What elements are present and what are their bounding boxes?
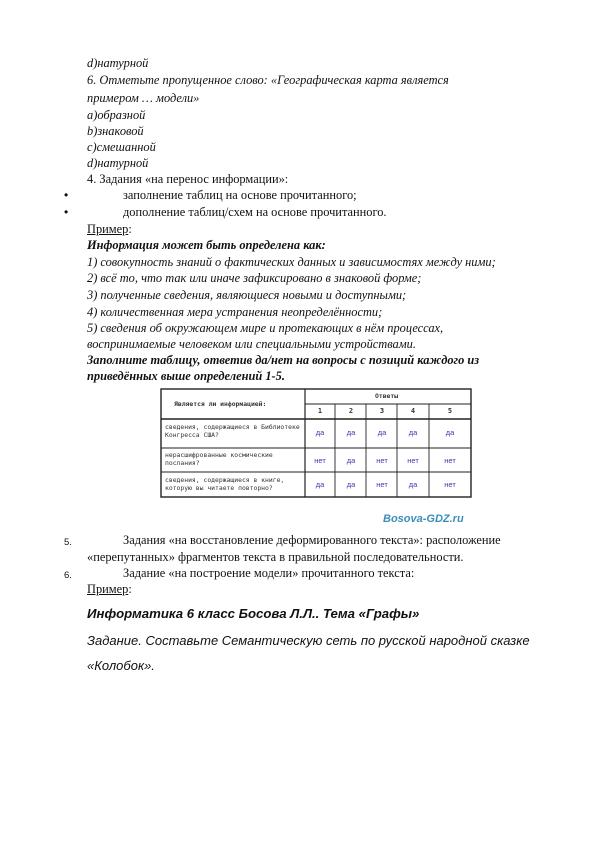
task-6-text: Задание «на построение модели» прочитанного текста: <box>123 566 415 580</box>
table-header-answers: Ответы <box>375 392 399 400</box>
answer-cell: да <box>408 428 418 437</box>
option-d-natural: d)натурной <box>87 56 149 70</box>
answer-cell: нет <box>407 456 419 465</box>
assignment-text-cont: «Колобок». <box>87 658 155 673</box>
col-number-4: 4 <box>410 407 416 415</box>
answer-cell: нет <box>376 480 388 489</box>
table-row-question-cont: которую вы читаете повторно? <box>165 484 273 492</box>
task-5-text-cont: «перепутанных» фрагментов текста в правильной последовательности. <box>87 550 464 564</box>
watermark: Bosova-GDZ.ru <box>383 513 464 525</box>
answer-cell: нет <box>314 456 326 465</box>
answers-table <box>160 388 472 498</box>
bullet-marker: • <box>64 205 69 219</box>
definition-heading: Информация может быть определена как: <box>87 238 326 252</box>
table-row-question-cont: Конгресса США? <box>165 431 219 439</box>
question-6-text: 6. Отметьте пропущенное слово: «Географическая карта является <box>87 73 449 87</box>
answer-cell: да <box>346 456 356 465</box>
table-row-question: сведения, содержащиеся в книге, <box>165 476 285 484</box>
task-4-heading: 4. Задания «на перенос информации»: <box>87 172 289 186</box>
option-d: d)натурной <box>87 156 149 170</box>
definition-5: 5) сведения об окружающем мире и протекающих в нём процессах, <box>87 321 444 335</box>
answer-cell: да <box>445 428 455 437</box>
bullet-item-2: дополнение таблиц/схем на основе прочитанного. <box>123 205 387 219</box>
answer-cell: да <box>346 480 356 489</box>
example-title: Информатика 6 класс Босова Л.Л.. Тема «Графы» <box>87 606 420 621</box>
answer-cell: да <box>377 428 387 437</box>
definition-1: 1) совокупность знаний о фактических данных и зависимостях между ними; <box>87 255 496 269</box>
definition-5-cont: воспринимаемые человеком или специальными устройствами. <box>87 337 416 351</box>
table-instruction-cont: приведённых выше определений 1-5. <box>87 369 285 383</box>
definition-2: 2) всё то, что так или иначе зафиксировано в знаковой форме; <box>87 271 422 285</box>
task-5-text: Задания «на восстановление деформированного текста»: расположение <box>123 533 501 547</box>
answer-cell: да <box>346 428 356 437</box>
answer-cell: да <box>315 480 325 489</box>
answer-cell: нет <box>444 456 456 465</box>
col-number-1: 1 <box>317 407 323 415</box>
assignment-text: Задание. Составьте Семантическую сеть по русской народной сказке <box>87 633 530 648</box>
example-label: Пример: <box>87 222 132 236</box>
table-header-question: Является ли информацией: <box>174 400 267 408</box>
bullet-marker: • <box>64 188 69 202</box>
table-row-question: нерасшифрованные космические <box>165 451 273 459</box>
table-row-question-cont: послания? <box>165 459 200 467</box>
answer-cell: да <box>315 428 325 437</box>
option-b: b)знаковой <box>87 124 144 138</box>
bullet-item-1: заполнение таблиц на основе прочитанного; <box>123 188 357 202</box>
definition-3: 3) полученные сведения, являющиеся новыми и доступными; <box>87 288 407 302</box>
list-number-6: 6. <box>64 570 72 581</box>
option-a: a)образной <box>87 108 146 122</box>
answer-cell: нет <box>376 456 388 465</box>
example-label-2: Пример: <box>87 582 132 596</box>
answer-cell: да <box>408 480 418 489</box>
col-number-3: 3 <box>379 407 385 415</box>
table-instruction: Заполните таблицу, ответив да/нет на вопросы с позиций каждого из <box>87 353 480 367</box>
question-6-text-cont: примером … модели» <box>87 91 200 105</box>
answer-cell: нет <box>444 480 456 489</box>
definition-4: 4) количественная мера устранения неопределённости; <box>87 305 383 319</box>
table-row-question: сведения, содержащиеся в Библиотеке <box>165 423 300 431</box>
col-number-2: 2 <box>348 407 354 415</box>
col-number-5: 5 <box>447 407 453 415</box>
list-number-5: 5. <box>64 537 72 548</box>
option-c: c)смешанной <box>87 140 156 154</box>
